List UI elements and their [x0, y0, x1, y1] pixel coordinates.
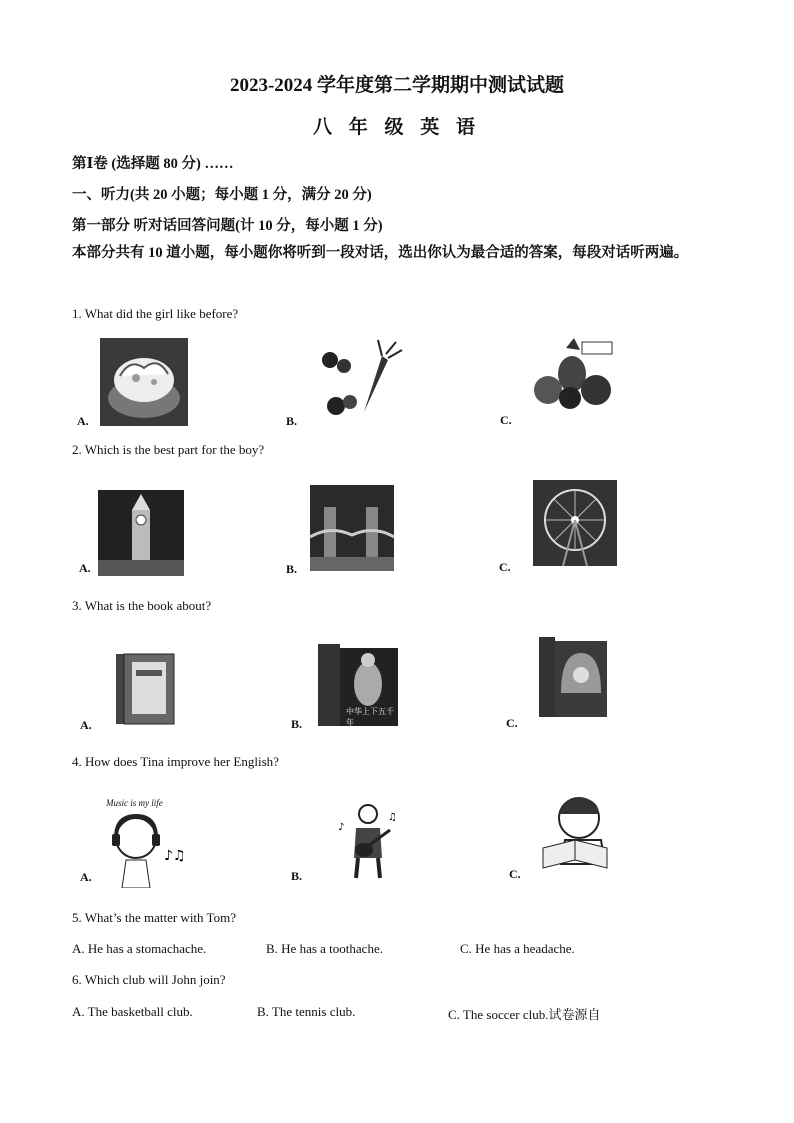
- sub-heading: 第一部分 听对话回答问题(计 10 分，每小题 1 分): [72, 218, 383, 234]
- exam-title: 2023-2024 学年度第二学期期中测试试题: [229, 75, 565, 96]
- q4-label-a: A.: [80, 870, 92, 884]
- question-1: 1. What did the girl like before?: [72, 306, 239, 321]
- question-3: 3. What is the book about?: [72, 598, 212, 613]
- q1-label-a: A.: [77, 414, 89, 428]
- instructions: 本部分共有 10 道小题，每小题你将听到一段对话，选出你认为最合适的答案，每段对话听两遍。: [72, 245, 689, 261]
- reading-image[interactable]: [535, 792, 617, 872]
- ferris-wheel-image[interactable]: [533, 480, 617, 566]
- q2-label-a: A.: [79, 561, 91, 575]
- question-6: 6. Which club will John join?: [72, 972, 226, 987]
- q3-label-a: A.: [80, 718, 92, 732]
- q3-label-c: C.: [506, 716, 518, 730]
- q5-option-b[interactable]: B. He has a toothache.: [266, 941, 383, 956]
- playing-guitar-image[interactable]: [336, 800, 400, 880]
- q4-label-b: B.: [291, 869, 303, 883]
- q5-option-a[interactable]: A. He has a stomachache.: [72, 941, 207, 956]
- part-heading: 第Ⅰ卷 (选择题 80 分) ……: [72, 156, 234, 172]
- bridge-image[interactable]: [310, 485, 394, 571]
- q1-label-b: B.: [286, 414, 298, 428]
- music-caption: Music is my life: [106, 798, 163, 808]
- question-2: 2. Which is the best part for the boy?: [72, 442, 265, 457]
- vegetables-image[interactable]: [316, 336, 406, 418]
- q2-label-c: C.: [499, 560, 511, 574]
- q1-label-c: C.: [500, 413, 512, 427]
- listening-heading: 一、听力(共 20 小题；每小题 1 分，满分 20 分): [72, 187, 372, 203]
- q3-label-b: B.: [291, 717, 303, 731]
- clock-tower-image[interactable]: [98, 490, 184, 576]
- listening-music-image[interactable]: [98, 798, 190, 888]
- history-books-image[interactable]: [316, 640, 400, 728]
- cake-image[interactable]: [100, 338, 188, 426]
- exam-subtitle: 八 年 级 英 语: [312, 117, 481, 138]
- fruits-image[interactable]: [530, 338, 616, 410]
- q6-option-b[interactable]: B. The tennis club.: [257, 1004, 356, 1019]
- svg-text:♪: ♪: [338, 822, 345, 833]
- book-image[interactable]: [114, 652, 176, 726]
- question-5: 5. What’s the matter with Tom?: [72, 910, 236, 925]
- svg-text:♪♫: ♪♫: [164, 848, 186, 864]
- q6-option-c[interactable]: C. The soccer club.试卷源自: [448, 1007, 601, 1022]
- history-book-title: 中华上下五千年: [346, 707, 394, 727]
- q6-option-a[interactable]: A. The basketball club.: [72, 1004, 193, 1019]
- q2-label-b: B.: [286, 562, 298, 576]
- story-books-image[interactable]: [537, 633, 609, 719]
- question-4: 4. How does Tina improve her English?: [72, 754, 279, 769]
- svg-text:♫: ♫: [388, 812, 397, 823]
- q5-option-c[interactable]: C. He has a headache.: [460, 941, 575, 956]
- q4-label-c: C.: [509, 867, 521, 881]
